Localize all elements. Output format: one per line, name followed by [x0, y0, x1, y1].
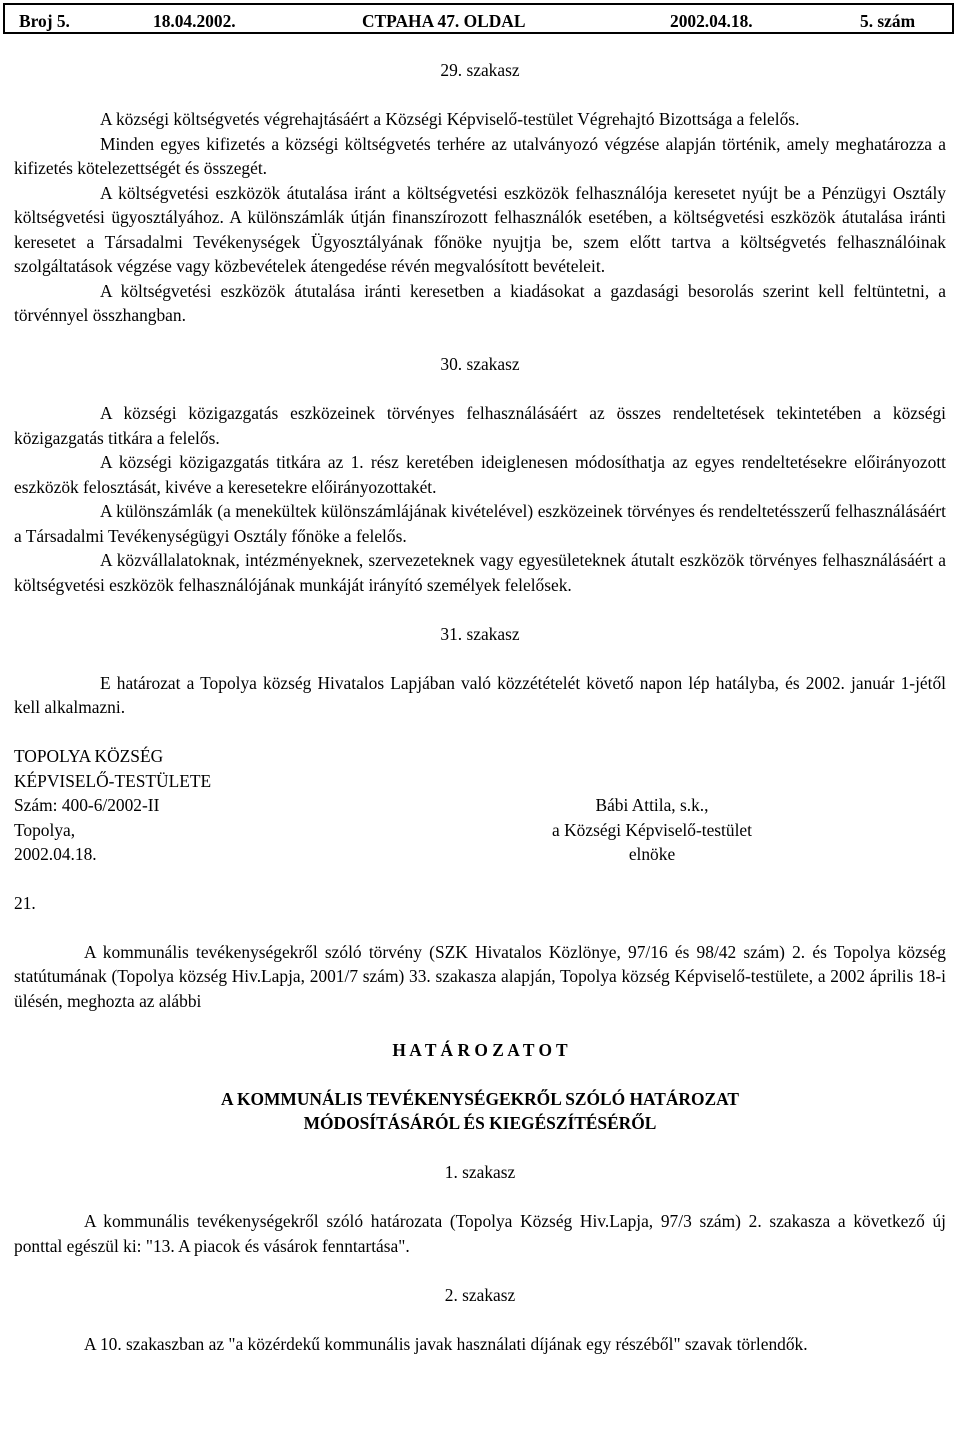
header-date-iso: 2002.04.18.	[670, 11, 753, 31]
header-number: 5. szám	[860, 11, 916, 31]
header-date: 18.04.2002.	[153, 11, 236, 31]
issuer-line: KÉPVISELŐ-TESTÜLETE	[14, 770, 212, 791]
page-header	[3, 3, 954, 34]
decree-type: H A T Á R O Z A T O T	[392, 1039, 568, 1060]
section-29-para-3: A költségvetési eszközök átutalása iránt a költségvetési eszközök felhasználója keresetet nyújt be a Pénzügyi Osztály költségvetési ügyosztályához. A különszámlák útján finanszírozott felhasználók esetében, a költségvetési eszközök átutalása iránti keresetet a Társadalmi Tevékenységek Ügyosztályának főnöke nyujtja be, szem előtt tartva a költségvetés felhasználóinak szolgáltatások végzése vagy közbevételek átengedése révén megvalósított bevételeit.	[14, 182, 946, 276]
signatory-role: a Községi Képviselő-testület	[552, 819, 752, 840]
section-29-title: 29. szakasz	[440, 60, 520, 80]
signatory-block	[520, 793, 784, 867]
decree-section-1-title: 1. szakasz	[444, 1162, 516, 1182]
decree-section-2-title: 2. szakasz	[444, 1284, 516, 1305]
section-30-para-3: A különszámlák (a menekültek különszámlájának kivételével) eszközeinek törvényes és rendeltetésszerű felhasználásáért a Társadalmi Tevékenységügyi Osztály főnöke a felelős.	[14, 501, 946, 546]
decree-intro: A kommunális tevékenységekről szóló törvény (SZK Hivatalos Közlönye, 97/16 és 98/42 szám) 2. és Topolya község statútumának (Topolya község Hiv.Lapja, 2001/7 szám) 33. szakasza alapján, Topolya község Képviselő-testülete, a 2002 április 18-i ülésén, meghozta az alábbi	[14, 941, 946, 1011]
issue-place: Topolya,	[14, 819, 76, 840]
document-body	[14, 58, 946, 1356]
issuer-line: TOPOLYA KÖZSÉG	[14, 746, 164, 766]
section-30-para-4: A közvállalatoknak, intézményeknek, szervezeteknek vagy egyesületeknek átutalt eszközök törvényes felhasználásáért a költségvetési eszközök felhasználójának munkáját irányító személyek felelősek.	[14, 550, 946, 595]
decree-title-line-2: MÓDOSÍTÁSÁRÓL ÉS KIEGÉSZÍTÉSÉRŐL	[303, 1113, 657, 1133]
section-29-para-1: A községi költségvetés végrehajtásáért a Községi Képviselő-testület Végrehajtó Bizottsága a felelős.	[100, 109, 800, 129]
header-issue: Broj 5.	[19, 11, 70, 31]
document-number: Szám: 400-6/2002-II	[14, 795, 160, 815]
issue-date: 2002.04.18.	[14, 844, 97, 864]
issuer-block	[14, 744, 211, 867]
section-30-para-2: A községi közigazgatás titkára az 1. rész keretében ideiglenesen módosíthatja az egyes rendeltetésekre előirányozott eszközök felosztását, kivéve a keresetekre előirányozottakét.	[14, 452, 946, 497]
decree-section-1-text: A kommunális tevékenységekről szóló határozata (Topolya Község Hiv.Lapja, 97/3 szám) 2. szakasza a következő új ponttal egészül ki: "13. A piacok és vásárok fenntartása".	[14, 1211, 946, 1256]
section-31-para-1: E határozat a Topolya község Hivatalos Lapjában való közzétételét követő napon lép hatályba, és 2002. január 1-jétől kell alkalmazni.	[14, 672, 946, 717]
signature-block	[14, 744, 946, 866]
decree-title-line-1: A KOMMUNÁLIS TEVÉKENYSÉGEKRŐL SZÓLÓ HATÁROZAT	[221, 1088, 739, 1109]
signatory-role: elnöke	[628, 844, 676, 864]
section-29-para-2: Minden egyes kifizetés a községi költségvetés terhére az utalványozó végzése alapján történik, amely meghatározza a kifizetés kötelezettségét és összegét.	[14, 133, 946, 178]
section-29-para-4: A költségvetési eszközök átutalása iránti keresetben a kiadásokat a gazdasági besorolás szerint kell feltüntetni, a törvénnyel összhangban.	[14, 280, 946, 325]
decree-section-2-text: A 10. szakaszban az "a közérdekű kommunális javak használati díjának egy részéből" szavak törlendők.	[84, 1333, 808, 1354]
decree-number: 21.	[14, 892, 36, 913]
section-30-title: 30. szakasz	[440, 354, 520, 374]
signatory-name: Bábi Attila, s.k.,	[595, 795, 709, 815]
section-31-title: 31. szakasz	[440, 623, 520, 644]
header-page: CTPAHA 47. OLDAL	[362, 11, 526, 31]
section-30-para-1: A községi közigazgatás eszközeinek törvényes felhasználásáért az összes rendeltetések tekintetében a községi közigazgatás titkára a felelős.	[14, 403, 946, 448]
